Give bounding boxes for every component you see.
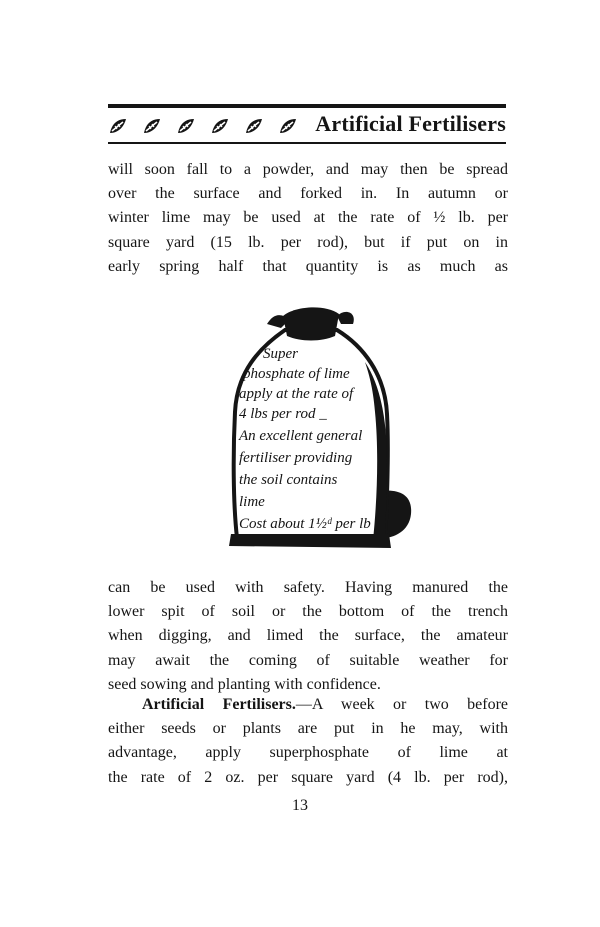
leaf-ornament-icon bbox=[142, 117, 162, 135]
header-rule-bottom bbox=[108, 142, 506, 144]
bag-label-line: lime bbox=[239, 494, 265, 510]
bag-label-line: Super bbox=[263, 346, 298, 362]
leaf-ornament-icon bbox=[176, 117, 196, 135]
header-rule-top bbox=[108, 104, 506, 108]
text-line bbox=[108, 693, 508, 717]
text-line: seed sowing and planting with confidence. bbox=[108, 675, 381, 693]
bag-base bbox=[229, 534, 391, 548]
leaf-ornament-icon bbox=[108, 117, 128, 135]
fertiliser-paragraph bbox=[108, 693, 508, 790]
text-line: lower spit of soil or the bottom of the trench bbox=[108, 603, 508, 621]
fertiliser-bag-icon bbox=[225, 302, 415, 552]
text-line: when digging, and limed the surface, the amateur bbox=[108, 627, 508, 645]
text-line: early spring half that quantity is as much as bbox=[108, 257, 508, 275]
bag-label-line: phosphate of lime bbox=[243, 366, 350, 382]
leaf-ornament-icon bbox=[278, 117, 298, 135]
text-line: either seeds or plants are put in he may, with bbox=[108, 720, 508, 738]
text-line: the rate of 2 oz. per square yard (4 lb. per rod), bbox=[108, 768, 508, 786]
bag-tie-right bbox=[337, 312, 354, 324]
text-line: square yard (15 lb. per rod), but if put on in bbox=[108, 233, 508, 251]
bag-label-line: fertiliser providing bbox=[239, 450, 353, 466]
page-number: 13 bbox=[292, 797, 308, 814]
text-line: over the surface and forked in. In autumn or bbox=[108, 185, 508, 203]
text-line: will soon fall to a powder, and may then be spread bbox=[108, 161, 508, 178]
bag-label-line: apply at the rate of bbox=[239, 386, 354, 402]
running-header bbox=[108, 111, 506, 141]
section-heading: Artificial Fertilisers. bbox=[142, 696, 296, 713]
bag-label-line: the soil contains bbox=[239, 472, 338, 488]
heading-continuation: —A week or two before bbox=[295, 696, 508, 713]
text-line: advantage, apply superphosphate of lime at bbox=[108, 744, 508, 762]
text-line: can be used with safety. Having manured the bbox=[108, 579, 508, 596]
bag-label-line: An excellent general bbox=[239, 428, 363, 444]
bag-label-line: 4 lbs per rod _ bbox=[239, 406, 327, 422]
bag-label-line: Cost about 1½ᵈ per lb bbox=[239, 516, 371, 532]
top-paragraph bbox=[108, 158, 508, 279]
text-line: may await the coming of suitable weather for bbox=[108, 651, 508, 669]
running-title: Artificial Fertilisers bbox=[315, 111, 506, 136]
leaf-ornament-icon bbox=[244, 117, 264, 135]
text-line: winter lime may be used at the rate of ½ lb. per bbox=[108, 209, 508, 227]
bag-neck bbox=[283, 307, 339, 340]
ornament-row bbox=[108, 117, 298, 135]
bottom-paragraph bbox=[108, 576, 508, 697]
leaf-ornament-icon bbox=[210, 117, 230, 135]
